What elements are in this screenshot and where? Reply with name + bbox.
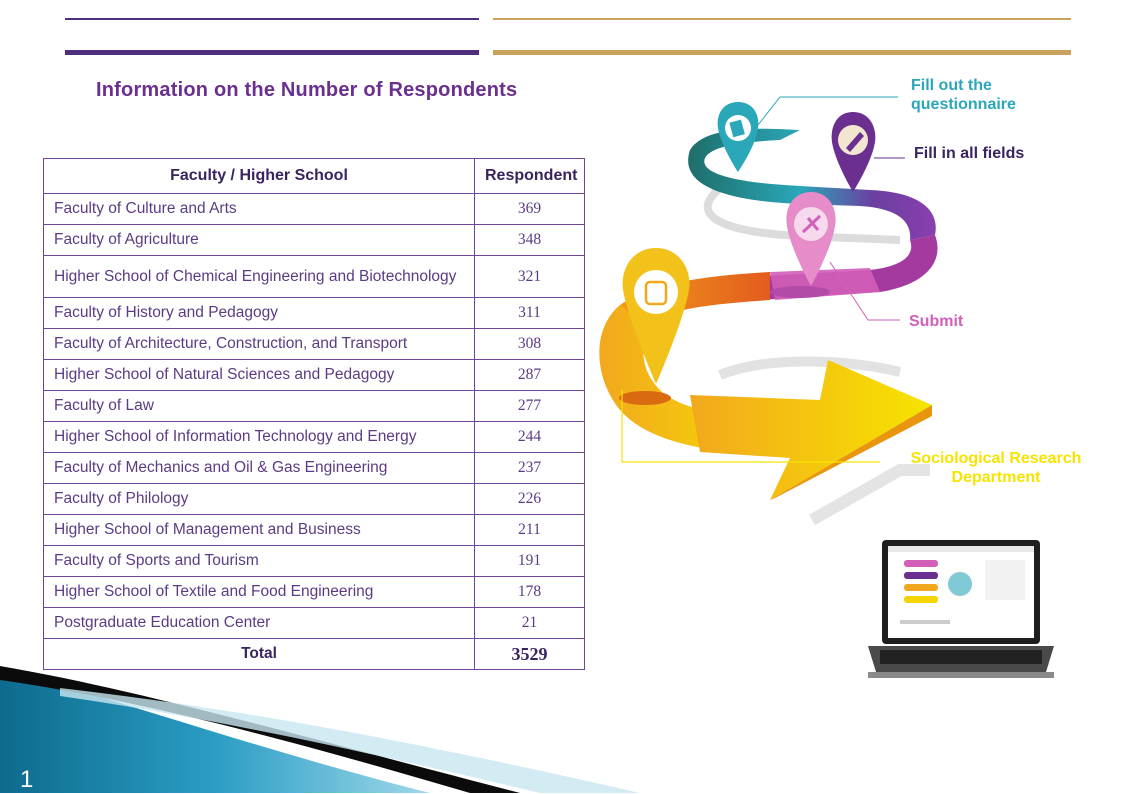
respondent-count: 348 [475, 225, 585, 256]
faculty-name: Higher School of Natural Sciences and Pedagogy [44, 360, 475, 391]
total-value: 3529 [475, 639, 585, 670]
faculty-name: Higher School of Chemical Engineering and Biotechnology [44, 256, 475, 298]
respondent-count: 237 [475, 453, 585, 484]
respondent-count: 226 [475, 484, 585, 515]
callout-fill-in: Fill in all fields [914, 145, 1025, 162]
footer-swoosh [0, 666, 640, 793]
total-label: Total [44, 639, 475, 670]
faculty-name: Faculty of Agriculture [44, 225, 475, 256]
faculty-name: Higher School of Textile and Food Engineering [44, 577, 475, 608]
pin-questionnaire-icon [718, 102, 759, 172]
respondent-count: 308 [475, 329, 585, 360]
faculty-name: Faculty of Architecture, Construction, and Transport [44, 329, 475, 360]
page-number: 1 [20, 766, 34, 793]
faculty-name: Faculty of Culture and Arts [44, 194, 475, 225]
respondent-count: 311 [475, 298, 585, 329]
laptop-illustration [868, 540, 1054, 678]
faculty-name: Higher School of Information Technology and Energy [44, 422, 475, 453]
faculty-name: Postgraduate Education Center [44, 608, 475, 639]
faculty-name: Faculty of Sports and Tourism [44, 546, 475, 577]
respondent-count: 287 [475, 360, 585, 391]
page-title: Information on the Number of Respondents [96, 79, 518, 101]
callout-submit: Submit [909, 313, 964, 330]
faculty-name: Higher School of Management and Business [44, 515, 475, 546]
faculty-name: Faculty of Mechanics and Oil & Gas Engineering [44, 453, 475, 484]
pin-base-shadow [619, 391, 671, 405]
respondent-count: 277 [475, 391, 585, 422]
respondent-count: 211 [475, 515, 585, 546]
faculty-name: Faculty of History and Pedagogy [44, 298, 475, 329]
faculty-name: Faculty of Law [44, 391, 475, 422]
respondent-count: 244 [475, 422, 585, 453]
faculty-name: Faculty of Philology [44, 484, 475, 515]
respondent-count: 321 [475, 256, 585, 298]
callout-line-fill-out [758, 97, 898, 125]
respondent-count: 191 [475, 546, 585, 577]
respondent-count: 369 [475, 194, 585, 225]
respondent-count: 21 [475, 608, 585, 639]
respondent-count: 178 [475, 577, 585, 608]
callout-department: Sociological Research Department [910, 450, 1082, 486]
pin-fill-fields-icon [832, 112, 876, 192]
column-header-respondent: Respondent [475, 159, 585, 194]
callout-fill-out: Fill out the questionnaire [911, 77, 1016, 113]
column-header-faculty: Faculty / Higher School [44, 159, 475, 194]
pin-base-shadow [770, 286, 830, 298]
